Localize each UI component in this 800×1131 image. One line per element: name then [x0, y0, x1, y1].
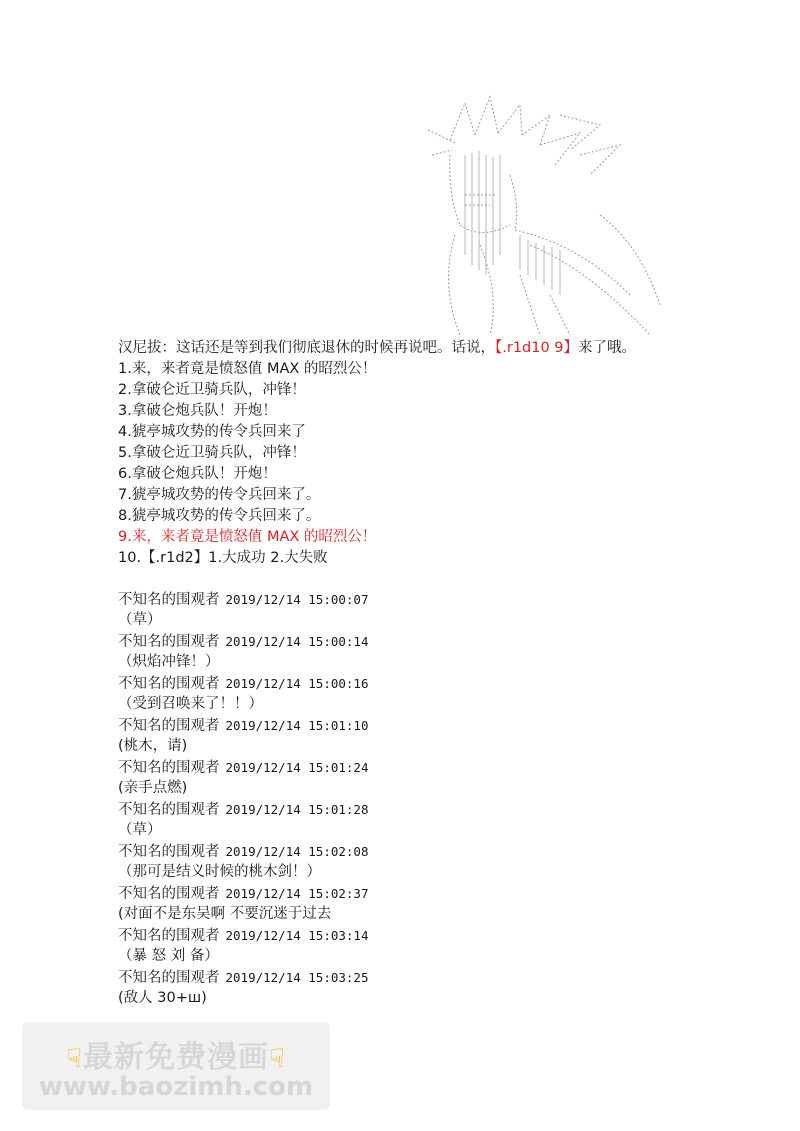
watermark [22, 1022, 330, 1110]
comment-time: 2019/12/14 15:00:07 [225, 592, 369, 607]
speech-text: 这话还是等到我们彻底退休的时候再说吧。话说， [176, 340, 495, 356]
comment [118, 925, 758, 967]
watermark-url: www.baozimh.com [38, 1072, 314, 1102]
selected-option: 9.来，来者竟是愤怒值 MAX 的昭烈公！ [118, 529, 377, 545]
comment [118, 589, 758, 631]
comment-text: （草） [118, 612, 162, 628]
comment [118, 631, 758, 673]
comment-author: 不知名的围观者 [118, 676, 220, 692]
spacer [118, 569, 758, 589]
comment-text: （草） [118, 822, 162, 838]
comment-author: 不知名的围观者 [118, 844, 220, 860]
speech-line [118, 338, 758, 359]
option-item: 6.拿破仑炮兵队！开炮！ [118, 466, 277, 482]
comment-time: 2019/12/14 15:01:24 [225, 760, 369, 775]
speaker-name: 汉尼拔 [118, 340, 162, 356]
comment [118, 673, 758, 715]
comment [118, 715, 758, 757]
comment-time: 2019/12/14 15:01:10 [225, 718, 369, 733]
dice-roll: 【.r1d10 9】 [495, 340, 579, 356]
comment [118, 883, 758, 925]
story-content [118, 338, 758, 1009]
comment-list [118, 589, 758, 1009]
comment [118, 841, 758, 883]
pointing-hand-icon: ☟ [66, 1043, 83, 1074]
ascii-art-figure [420, 95, 670, 340]
comment-text: (对面不是东吴啊 不要沉迷于过去 [118, 906, 332, 922]
option-item: 10.【.r1d2】1.大成功 2.大失败 [118, 550, 328, 566]
option-item: 3.拿破仑炮兵队！开炮！ [118, 403, 277, 419]
comment-text: (桃木，请) [118, 738, 188, 754]
option-item: 1.来，来者竟是愤怒值 MAX 的昭烈公！ [118, 361, 377, 377]
comment-time: 2019/12/14 15:01:28 [225, 802, 369, 817]
comment-author: 不知名的围观者 [118, 928, 220, 944]
comment-author: 不知名的围观者 [118, 886, 220, 902]
option-item: 2.拿破仑近卫骑兵队，冲锋！ [118, 382, 306, 398]
comment-author: 不知名的围观者 [118, 970, 220, 986]
option-item: 8.猇亭城攻势的传令兵回来了。 [118, 508, 321, 524]
comment-text: （那可是结义时候的桃木剑！） [118, 864, 321, 880]
comment-author: 不知名的围观者 [118, 718, 220, 734]
speech-separator: ： [161, 340, 176, 356]
comment-time: 2019/12/14 15:02:08 [225, 844, 369, 859]
comment-time: 2019/12/14 15:03:25 [225, 970, 369, 985]
comment-author: 不知名的围观者 [118, 802, 220, 818]
comment [118, 967, 758, 1009]
option-item: 5.拿破仑近卫骑兵队，冲锋！ [118, 445, 306, 461]
speech-text-end: 来了哦。 [578, 340, 637, 356]
pointing-hand-icon: ☟ [269, 1043, 286, 1074]
comment-time: 2019/12/14 15:02:37 [225, 886, 369, 901]
comment-text: (亲手点燃) [118, 780, 188, 796]
watermark-title: 最新免费漫画 [83, 1040, 269, 1075]
comment-text: （炽焰冲锋！） [118, 654, 220, 670]
option-item: 4.猇亭城攻势的传令兵回来了 [118, 424, 306, 440]
comment [118, 757, 758, 799]
option-item: 7.猇亭城攻势的传令兵回来了。 [118, 487, 321, 503]
comment-text: (敌人 30+ш) [118, 990, 207, 1006]
comment-author: 不知名的围观者 [118, 760, 220, 776]
comment-time: 2019/12/14 15:00:14 [225, 634, 369, 649]
comment-author: 不知名的围观者 [118, 592, 220, 608]
comment-time: 2019/12/14 15:00:16 [225, 676, 369, 691]
watermark-title-row [22, 1032, 330, 1076]
comment-text: （暴 怒 刘 备） [118, 948, 219, 964]
comment-text: （受到召唤来了！！） [118, 696, 263, 712]
comment [118, 799, 758, 841]
comment-time: 2019/12/14 15:03:14 [225, 928, 369, 943]
comment-author: 不知名的围观者 [118, 634, 220, 650]
